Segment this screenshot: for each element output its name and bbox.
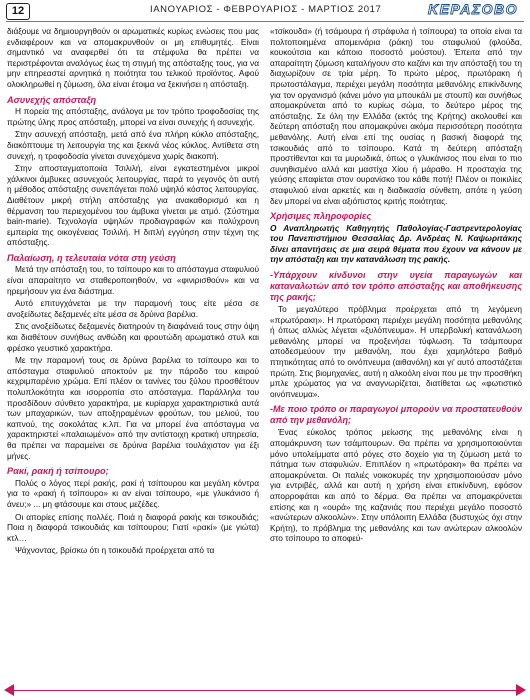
- paragraph: Πολύς ο λόγος περί ρακής, ρακί ή τσίπουρου και μεγάλη κόντρα για το «ρακή ή τσίπουρο» κι αν είναι τσίπουρο, «με γλυκάνισο ή άνευ;» ... μη φτάσουμε και στους μεζέδες.: [7, 477, 259, 509]
- arrow-right-icon: [516, 684, 526, 696]
- section-heading: Ρακί, ρακή ή τσίπουρο;: [7, 466, 109, 477]
- right-column: [270, 26, 522, 674]
- paragraph: Αυτό επιτυγχάνεται με την παραμονή τους είτε μέσα σε ανοξείδωτες δεξαμενές είτε μέσα σε δρύινα βαρέλια.: [7, 298, 259, 319]
- paragraph: Μετά την απόσταξη του, το τσίπουρο και το απόσταγμα σταφυλιού είναι απαραίτητο να σταθεροποιηθούν, να «φινιρισθούν» και να ηρεμήσουν για ένα διάστημα.: [7, 264, 259, 296]
- paragraph: Με την παραμονή τους σε δρύινα βαρέλια το τσίπουρο και το απόσταγμα σταφυλιού αποκτούν με την πάροδο του καιρού κεχριμπαρένιο χρώμα. Επί πλέον οι τανίνες του ξύλου προσθέτουν πολυπλοκότητα και ισορροπία στο απόσταγμα. Παράλληλα του προσδίδουν σύνθετο χαρακτήρα, με κυρίαρχα χαρακτηριστικά αυτά των μπαχαρικών, των αποξηραμένων φρούτων, του μελιού, του καπνού, της σοκολάτας κ.λπ. Για να μπορεί ένα απόσταγμα να χαρακτηριστεί «παλαιωμένο» από την αντίστοιχη κρατική υπηρεσία, θα πρέπει να παραμείνει σε δρύινα βαρέλια τουλάχιστον για έξι μήνες.: [7, 355, 259, 461]
- header-rule: [6, 21, 524, 22]
- paragraph: Η πορεία της απόσταξης, ανάλογα με τον τρόπο τροφοδοσίας της πρώτης ύλης προς απόσταξη, μπορεί να είναι συνεχής ή ασυνεχής.: [7, 106, 259, 127]
- paragraph: Ψάχνοντας, βρίσκω ότι η τσικουδιά προέρχεται από τα: [15, 545, 215, 556]
- question-heading: -Υπάρχουν κίνδυνοι στην υγεία παραγωγών και καταναλωτών από τον τρόπο απόσταξης και αποθήκευσης της ρακής;: [270, 270, 522, 303]
- paragraph: Ένας εύκολος τρόπος μείωσης της μεθανόλης είναι η απομάκρυνση των τσάμπουρων. Θα πρέπει να χρησιμοποιούνται μόνο υπολείμματα από ρόγες στο δοχείο για τη ζύμωση μετά το πάτημα των σταφυλιών. Επιπλέον η «πρωτόρακη» θα πρέπει να απομακρύνεται. Οι παλιές νοικοκυρές την χρησιμοποιούσαν μόνο για εντριβές, αλλά και αυτή η χρήση είναι επικίνδυνη, εφόσον απορροφάται και από το δέρμα. Θα πρέπει να απομακρύνεται επίσης και η «ουρά» της καζανιάς που περιέχει μεγάλο ποσοστό «ανώτερων αλκοολών». Στην υπόλοιπη Ελλάδα (δυστυχώς όχι στην Κρήτη), το πρόβλημα της μεθανόλης και των ανώτερων αλκοολών στο τσίπουρο το αποφεύ-: [270, 427, 522, 544]
- paragraph: Το μεγαλύτερο πρόβλημα προέρχεται από τη λεγόμενη «πρωτόρακη». Η πρωτόρακη περιέχει μεγάλη ποσότητα μεθανόλης ή όπως αλλιώς λέγεται «ξυλόπνευμα». Η υπερβολική κατανάλωση μεθανόλης μπορεί να προξενήσει τύφλωση. Τα τσάμπουρα αποδεσμεύουν την μεθανόλη, που έχει χαμηλότερο βαθμό πτητικότητας από το οινόπνευμα (αιθανόλη) και γι' αυτό αποστάζεται πρώτη. Στις βιομηχανίες, αυτή η αλκοόλη είναι που με την προσθήκη μπλε χρώματος για να αναγνωρίζεται, διατίθεται ως «φωτιστικό οινόπνευμα».: [270, 304, 522, 399]
- left-column: [7, 26, 259, 674]
- page-header: [0, 0, 530, 20]
- section-heading: Χρήσιμες πληροφορίες: [270, 211, 372, 222]
- intro-paragraph: Ο Αναπληρωτής Καθηγητής Παθολογίας-Γαστρεντερολογίας του Πανεπιστήμιου Θεσσαλίας Δρ. Ανδρέας Ν. Καψωριτάκης δίνει απαντήσεις σε μια σειρά θέματα που έχουν να κάνουν με την απόσταξη και την κατανάλωση της ρακής.: [270, 222, 522, 265]
- newspaper-logo: ΚΕΡΑΣΟΒΟ: [427, 1, 518, 17]
- arrow-left-icon: [4, 684, 14, 696]
- paragraph: Οι απορίες επίσης πολλές. Ποιά η διαφορά ρακής και τσικουδιάς; Ποια η διαφορά τσικουδιάς και τσίπουρου; Γιατί «ρακί» (με γιώτα) κτλ…: [7, 511, 259, 543]
- paragraph: Στις ανοξείδωτες δεξαμενές διατηρούν τη διαφάνειά τους στην όψη και διαθέτουν συνήθως ανθώδη και φρουτώδη αρωματικό στυλ και φρέσκο γευστικό χαρακτήρα.: [7, 321, 259, 353]
- issue-date: ΙΑΝΟΥΑΡΙΟΣ - ΦΕΒΡΟΥΑΡΙΟΣ - ΜΑΡΤΙΟΣ 2017: [150, 4, 382, 15]
- paragraph: Στην αποσταγματοποιία Τσιλιλή, είναι εγκατεστημένοι μικροί χάλκινοι άμβυκες ασυνεχούς λειτουργίας, παρά το γεγονός ότι αυτή η μέθοδος απόσταξης συνεπάγεται πολύ υψηλό κόστος λειτουργίας. Διαθέτουν μικρή στήλη απόσταξης για ανακαθορισμό και η θέρμανση του περιεχομένου του άμβυκα γίνεται με ατμό. (Σύστημα bain-marie). Τεχνολογία υψηλών προδιαγραφών και πολύχρονη εμπειρία της οικογένειας Τσιλιλή. Η διπλή εγγύηση στην τέχνη της απόσταξης.: [7, 163, 259, 248]
- section-heading: Ασυνεχής απόσταξη: [7, 94, 97, 105]
- paragraph: διάξουμε να δημιουργηθούν οι αρωματικές κυρίως ενώσεις που μας ενδιαφέρουν και να απομακρυνθούν οι μη επιθυμητές. Είναι σημαντικό να αναφερθεί ότι τα στέμφυλα θα πρέπει να περιστρέφονται αναλόγως έως τη στιγμή της απόσταξης τους, για να μην επηρεαστεί αρνητικά η ποιότητα του τελικού προϊόντος. Αφού ολοκληρωθεί η ζύμωση, όλα είναι έτοιμα να ξεκινήσει η απόσταξη.: [7, 26, 259, 89]
- footer-rule: [14, 690, 516, 691]
- page-number: 12: [6, 3, 30, 20]
- paragraph: Στην ασυνεχή απόσταξη, μετά από ένα πλήρη κύκλο απόσταξης, διακόπτουμε τη λειτουργία της και ξεκινά νέος κύκλος. Αντίθετα στη συνεχή, η τροφοδοσία γίνεται συνεχόμενα χωρίς διακοπή.: [7, 129, 259, 161]
- section-heading: Παλαίωση, η τελευταία νότα στη γεύση: [7, 252, 176, 263]
- page-footer: [0, 682, 530, 700]
- paragraph: «τσίκουδα» (ή τσάμουρα ή στράφυλα ή τσίπουρα) τα οποία είναι τα πολτοποιημένα απομεινάρια (ράκη) του σταφυλιού (φλούδα, κουκούτσια και κάποιο ποσοστό μούστου). Έπειτα από την απαραίτητη ζύμωση καταλήγουν στο καζάνι και την απόσταξή του τη διαχωρίζουν σε τρία μέρη. Το πρώτο μέρος, πρωτόρακη ή πρωτοστάλαγμα, περιέχει μεγάλη ποσότητα μεθανόλης επικίνδυνης για τον οργανισμό (κάνει μόνο για μπουκάλι με στουπί) και συνήθως απομακρύνεται από το κυρίως σώμα, το δεύτερο μέρος της απόσταξης. Σε όλη την Ελλάδα (εκτός της Κρήτης) ακολουθεί και δεύτερη απόσταξη που απομακρύνει ακόμα περισσότερη ποσότητα μεθανόλης. Αυτή είναι επί της ουσίας η βασική διαφορά της τσικουδιάς από το τσίπουρο. Κατά τη δεύτερη απόσταξη προστίθενται και τα μυρωδικά, όπως ο γλυκάνισος που είναι το πιο συνηθισμένο αλλά και μαστίχα Χίου ή μάραθο. Η προσταχία της γεύσης επαφίεται στον ουρανίσκο του κάθε ποτή! Πλέον οι ποικιλίες σταφυλιού είναι αρκετές και η διαδικασία σύνθετη, απότε η γεύση δεν μπορεί να είναι αξιόπιστος κριτής ποιότητας.: [270, 26, 522, 206]
- question-heading: -Με ποιο τρόπο οι παραγωγοί μπορούν να προστατευθούν από την μεθανόλη;: [270, 404, 522, 426]
